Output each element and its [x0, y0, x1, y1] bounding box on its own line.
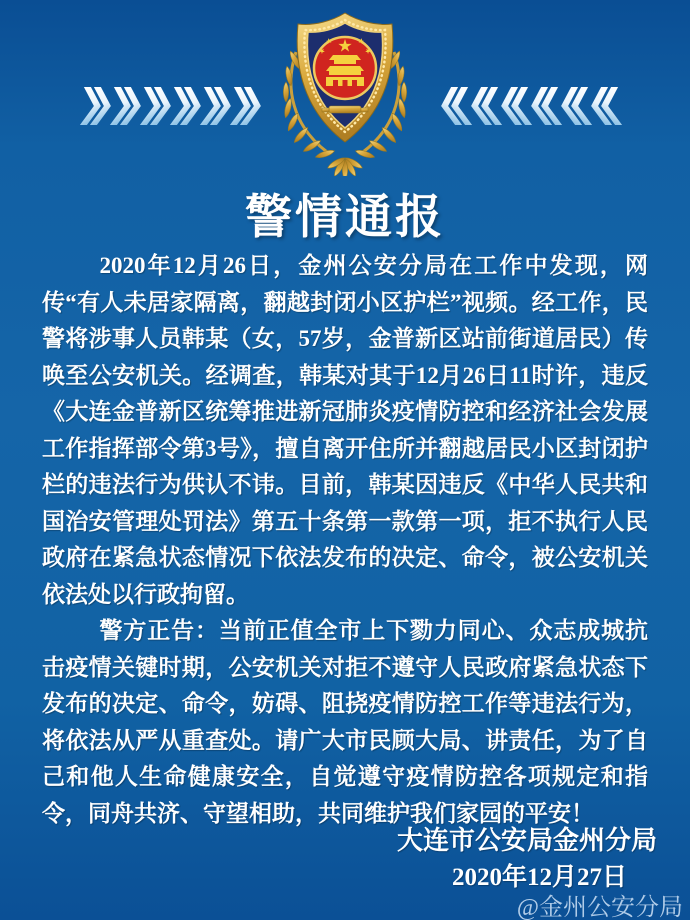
account-watermark: @金州公安分局: [516, 895, 683, 920]
notice-body: [42, 248, 648, 832]
police-badge-icon: [269, 10, 421, 176]
notice-paragraph-2: 警方正告：当前正值全市上下勠力同心、众志成城抗击疫情关键时期，公安机关对拒不遵守人民政府紧急状态下发布的决定、命令，妨碍、阻挠疫情防控工作等违法行为，将依法从严从重查处。请广大市民顾大局、讲责任，为了自己和他人生命健康安全，自觉遵守疫情防控各项规定和指令，同舟共济、守望相助，共同维护我们家园的平安！: [42, 618, 648, 826]
chevrons-left-icon: [440, 86, 622, 126]
issue-date: 2020年12月27日: [451, 864, 627, 891]
chevrons-right-icon: [80, 86, 262, 126]
notice-title: 警情通报: [245, 190, 445, 243]
notice-paragraph-1: 2020年12月26日，金州公安分局在工作中发现，网传“有人未居家隔离，翻越封闭小区护栏”视频。经工作，民警将涉事人员韩某（女，57岁，金普新区站前街道居民）传唤至公安机关。经调查，韩某对其于12月26日11时许，违反《大连金普新区统筹推进新冠肺炎疫情防控和经济社会发展工作指挥部令第3号》，擅自离开住所并翻越居民小区封闭护栏的违法行为供认不讳。目前，韩某因违反《中华人民共和国治安管理处罚法》第五十条第一款第一项，拒不执行人民政府在紧急状态情况下依法发布的决定、命令，被公安机关依法处以行政拘留。: [42, 253, 648, 607]
banner: [0, 0, 690, 180]
issuing-authority: 大连市公安局金州分局: [396, 826, 657, 855]
